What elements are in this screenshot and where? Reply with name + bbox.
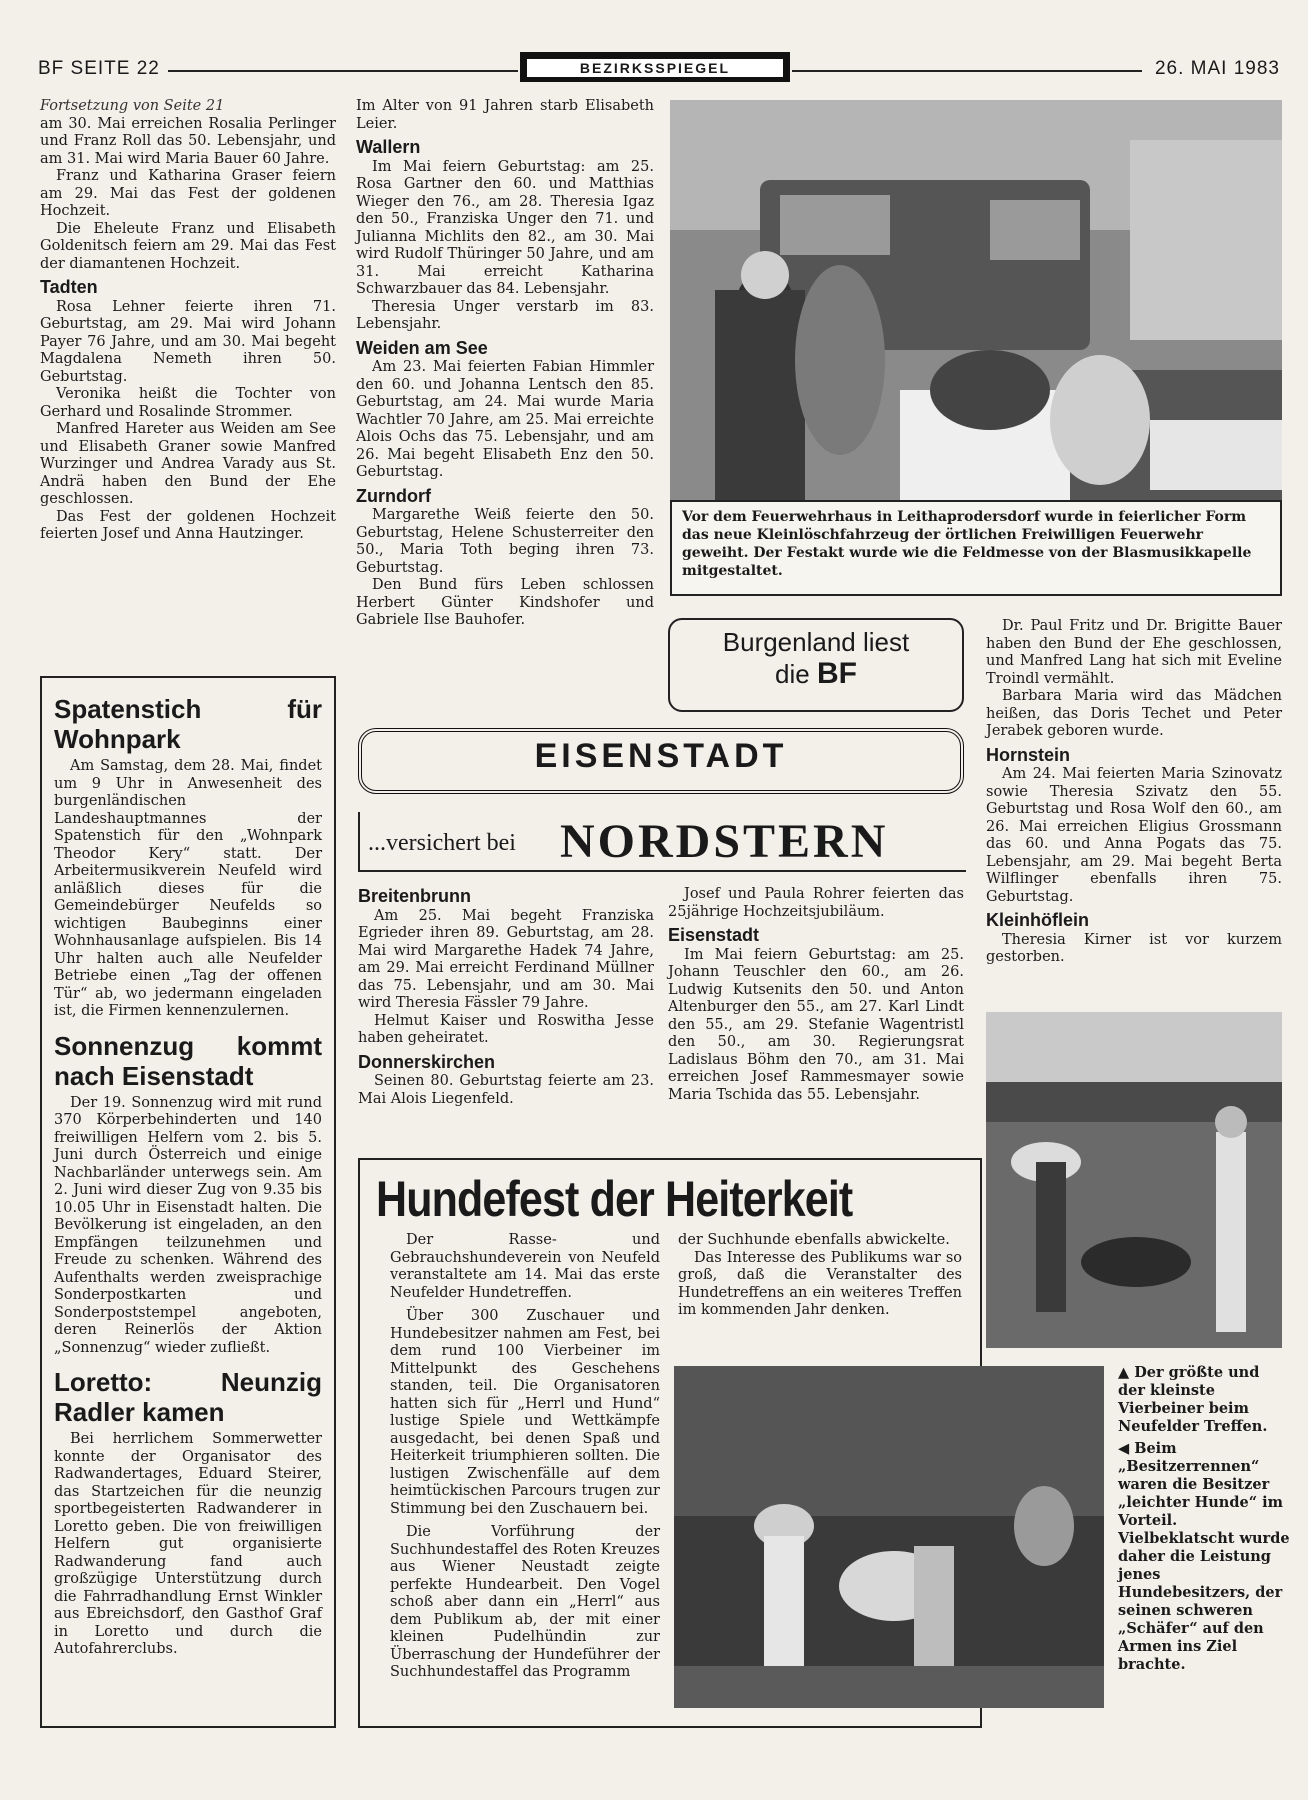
heading-wallern: Wallern: [356, 137, 421, 157]
heading-breitenbrunn: Breitenbrunn: [358, 886, 472, 906]
paragraph: Am 23. Mai feierten Fabian Himmler den 60. und Johanna Lentsch den 85. Geburtstag, am 24. Mai wurde Maria Wachtler 70 Jahre, am 25. Mai erreichte Alois Ochs das 75. Lebensjahr, und am 26. Mai begeht Elisabeth Enz den 50. Geburtstag.: [356, 359, 654, 480]
promo-line-1: Burgenland liest: [722, 627, 910, 657]
paragraph: Seinen 80. Geburtstag feierte am 23. Mai Alois Liegenfeld.: [358, 1073, 654, 1107]
headline-spatenstich: Spatenstich für Wohnpark: [54, 694, 322, 754]
paragraph: Das Interesse des Publikums war so groß, daß die Veranstalter des Hundetreffens an ein weiteres Treffen im kommenden Jahr denken.: [678, 1249, 962, 1318]
paragraph: Am 24. Mai feierten Maria Szinovatz sowie Theresia Szivatz den 55. Geburtstag und Rosa Wolf den 60., am 26. Mai erreichen Eligius Grossmann das 60. und Anna Pogats das 75. Lebensjahr, am 29. Mai begeht Berta Wilflinger ebenfalls ihren 75. Geburtstag.: [986, 766, 1282, 905]
paragraph: der Suchhunde ebenfalls abwickelte.: [678, 1232, 950, 1248]
paragraph: Margarethe Weiß feierte den 50. Geburtstag, Helene Schusterreiter den 50., Maria Toth beging ihren 73. Geburtstag.: [356, 507, 654, 576]
fire-brigade-caption: Vor dem Feuerwehrhaus in Leithaprodersdorf wurde in feierlicher Form das neue Kleinlöschfahrzeug der örtlichen Freiwilligen Feuerwehr geweiht. Der Festakt wurde wie die Feldmesse von der Blasmusikkapelle mitgestaltet.: [670, 500, 1282, 596]
hundefest-headline: Hundefest der Heiterkeit: [376, 1171, 853, 1227]
paragraph: Die Eheleute Franz und Elisabeth Goldenitsch feiern am 29. Mai das Fest der diamantenen Hochzeit.: [40, 220, 336, 272]
heading-zurndorf: Zurndorf: [356, 485, 431, 506]
paragraph: Im Mai feiern Geburtstag: am 25. Johann Teuschler den 60., am 26. Ludwig Kutsenits den 50. und Anton Altenburger den 55., am 27. Karl Lindt den 55., am 29. Stefanie Wagentristl den 50., am 30. Regierungsrat Ladislaus Böhm den 70., am 31. Mai erreichen Josef Rammesmayer sowie Maria Tschida das 55. Lebensjahr.: [668, 946, 964, 1103]
eisenstadt-banner: EISENSTADT: [358, 728, 964, 794]
paragraph: Barbara Maria wird das Mädchen heißen, das Doris Techet und Peter Jerabek geboren wurde.: [986, 688, 1282, 739]
header-rule-left: [168, 70, 518, 72]
fire-brigade-photo-image: [670, 100, 1282, 502]
column-4: [986, 618, 1282, 967]
headline-sonnenzug: Sonnenzug kommt nach Eisenstadt: [54, 1030, 322, 1091]
dogs-side-captions: [1118, 1364, 1290, 1678]
promo-line-2: die: [775, 659, 810, 689]
paragraph: Den Bund fürs Leben schlossen Herbert Günter Kindshofer und Gabriele Ilse Bauhofer.: [356, 577, 654, 628]
paragraph: am 30. Mai erreichen Rosalia Perlinger und Franz Roll das 50. Lebensjahr, und am 31. Mai wird Maria Bauer 60 Jahre.: [40, 115, 336, 167]
owner-race-photo-image: [674, 1366, 1104, 1708]
paragraph: Am Samstag, dem 28. Mai, findet um 9 Uhr in Anwesenheit des burgenländischen Landeshauptmannes der Spatenstich für den „Wohnpark Theodor Kery“ statt. Der Arbeitermusikverein Neufeld wird anläßlich dieses für die Gemeindebürger Neufelds so wichtigen Baubeginns einer Wohnhausanlage aufspielen. Bis 14 Uhr halten auch alle Neufelder Betriebe einen „Tag der offenen Tür“ ab, wo jedermann eingeladen ist, die Firmen kennenzulernen.: [54, 758, 322, 1019]
heading-donnerskirchen: Donnerskirchen: [358, 1051, 496, 1072]
paragraph: Dr. Paul Fritz und Dr. Brigitte Bauer haben den Bund der Ehe geschlossen, und Manfred Lang hat sich mit Eveline Troindl vermählt.: [986, 618, 1282, 687]
paragraph: Der 19. Sonnenzug wird mit rund 370 Körperbehinderten und 140 freiwilligen Helfern vom 2. bis 5. Juni durch Österreich und einige Nachbarländer unterwegs sein. Am 2. Juni wird dieser Zug von 9.35 bis 10.05 Uhr in Eisenstadt halten. Die Bevölkerung ist eingeladen, an den Empfängen teilzunehmen und Freude zu schenken. Während des Aufenthalts werden zweisprachige Sonderpostkarten und Sonderpoststempel angeboten, deren Reinerlös der Aktion „Sonnenzug“ wieder zufließt.: [54, 1094, 322, 1356]
headline-loretto: Loretto: Neunzig Radler kamen: [54, 1367, 322, 1427]
fire-brigade-photo: [670, 100, 1282, 502]
paragraph: Franz und Katharina Graser feiern am 29. Mai das Fest der goldenen Hochzeit.: [40, 168, 336, 219]
column-1: [40, 98, 336, 544]
paragraph: Manfred Hareter aus Weiden am See und Elisabeth Graner sowie Manfred Wurzinger und Andrea Varady aus St. Andrä haben den Bund der Ehe geschlossen.: [40, 421, 336, 507]
paragraph: Über 300 Zuschauer und Hundebesitzer nahmen am Fest, bei dem rund 100 Vierbeiner im Mittelpunkt des Geschehens standen, teil. Die Organisatoren hatten sich für „Herrl und Hund“ lustige Spiele und Wettkämpfe ausgedacht, bei denen Spaß und Heiterkeit triumphieren sollten. Die lustigen Zwischenfälle auf dem heimtückischen Parcours trugen zur Stimmung bei den Zuschauern bei.: [390, 1308, 660, 1517]
bf-logo: BF: [816, 657, 857, 690]
paragraph: Im Mai feiern Geburtstag: am 25. Rosa Gartner den 60. und Matthias Wieger den 76., am 28. Theresia Igaz den 50., Franziska Unger den 71. und Julianna Michlits den 82., am 30. Mai wird Rudolf Thüringer 50 Jahre, und am 31. Mai erreicht Katharina Schwarzbauer das 84. Lebensjahr.: [356, 158, 654, 297]
nordstern-logo: NORDSTERN: [560, 815, 889, 868]
heading-hornstein: Hornstein: [986, 744, 1071, 765]
owner-race-photo: [674, 1366, 1104, 1708]
section-title: BEZIRKSSPIEGEL: [526, 58, 784, 78]
dogs-photo: [986, 1012, 1282, 1348]
paragraph: Rosa Lehner feierte ihren 71. Geburtstag, am 29. Mai wird Johann Payer 76 Jahre, und am 30. Mai begeht Magdalena Nemeth ihren 50. Geburtstag.: [40, 298, 336, 385]
heading-kleinhoeflein: Kleinhöflein: [986, 910, 1089, 930]
paragraph: Theresia Unger verstarb im 83. Lebensjahr.: [356, 298, 654, 332]
paragraph: Theresia Kirner ist vor kurzem gestorben.: [986, 931, 1282, 965]
dogs-photo-image: [986, 1012, 1282, 1348]
paragraph: Helmut Kaiser und Roswitha Jesse haben geheiratet.: [358, 1012, 654, 1046]
heading-weiden: Weiden am See: [356, 337, 488, 358]
caption-biggest-smallest: ▲ Der größte und der kleinste Vierbeiner beim Neufelder Treffen.: [1118, 1364, 1268, 1435]
paragraph: Das Fest der goldenen Hochzeit feierten Josef und Anna Hautzinger.: [40, 508, 336, 542]
paragraph: Der Rasse- und Gebrauchshundeverein von Neufeld veranstaltete am 14. Mai das erste Neufelder Hundetreffen.: [390, 1232, 660, 1301]
page-number: BF SEITE 22: [38, 58, 160, 79]
hundefest-column-2: [678, 1232, 962, 1320]
column-mid-right: [668, 886, 964, 1104]
paragraph: Am 25. Mai begeht Franziska Egrieder ihren 89. Geburtstag, am 28. Mai wird Margarethe Hadek 74 Jahre, am 29. Mai erreicht Ferdinand Müllner das 75. Lebensjahr, und am 30. Mai wird Theresia Fässler 79 Jahre.: [358, 907, 654, 1011]
hundefest-column-1: [390, 1232, 660, 1682]
nordstern-prefix: ...versichert bei: [368, 830, 516, 856]
header-rule-right: [792, 70, 1142, 72]
paragraph: Bei herrlichem Sommerwetter konnte der Organisator des Radwandertages, Eduard Steirer, das Startzeichen für die neunzig sportbegeisterten Radwanderer in Loretto geben. Die von freiwilligen Helfern gut organisierte Radwanderung fand auch großzügige Unterstützung durch die Fahrradhandlung Ernst Winkler aus Ebreichsdorf, den Gasthof Graf in Loretto und durch die Autofahrerclubs.: [54, 1431, 322, 1657]
paragraph: Die Vorführung der Suchhundestaffel des Roten Kreuzes aus Wiener Neustadt zeigte perfekte Hundearbeit. Den Vogel schoß aber dann ein „Herrl“ aus dem Publikum ab, der mit einer kleinen Pudelhündin zur Überraschung der Hundeführer der Suchhundestaffel das Programm: [390, 1524, 660, 1680]
column-2: [356, 98, 654, 630]
heading-tadten: Tadten: [40, 277, 98, 297]
caption-owner-race: ◀ Beim „Besitzerrennen“ waren die Besitzer „leichter Hunde“ im Vorteil. Vielbeklatscht wurde daher die Leistung jenes Hundebesitzers, der seinen schweren „Schäfer“ auf den Armen ins Ziel brachte.: [1118, 1440, 1290, 1673]
burgenland-liest-box: [668, 618, 964, 712]
nordstern-ad: [358, 812, 966, 872]
paragraph: Im Alter von 91 Jahren starb Elisabeth Leier.: [356, 98, 654, 132]
paragraph: Josef und Paula Rohrer feierten das 25jährige Hochzeitsjubiläum.: [668, 886, 964, 920]
left-news-box: [40, 676, 336, 1728]
section-title-box: [520, 52, 790, 82]
issue-date: 26. MAI 1983: [1154, 58, 1280, 79]
paragraph: Veronika heißt die Tochter von Gerhard und Rosalinde Strommer.: [40, 386, 336, 420]
column-mid-left: [358, 882, 654, 1108]
heading-eisenstadt: Eisenstadt: [668, 925, 760, 945]
continuation-note: Fortsetzung von Seite 21: [40, 98, 225, 114]
